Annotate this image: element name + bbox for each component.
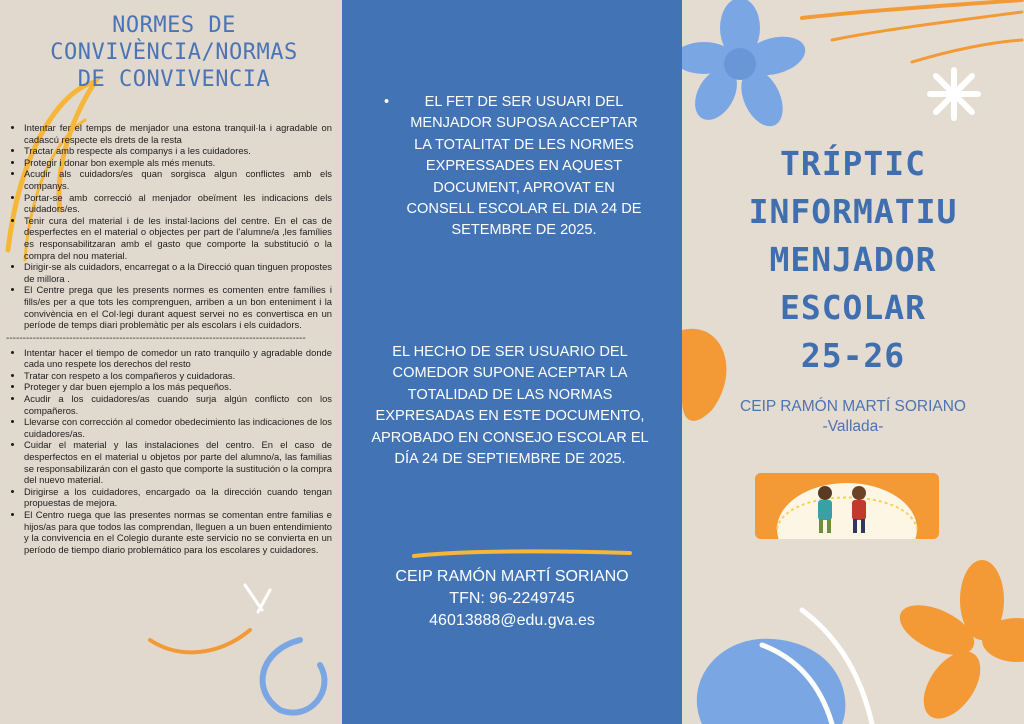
rule-item: • Dirigir-se als cuidadors, encarregat o a la Direcció quan tinguen propostes de millora . [24,261,332,284]
norms-title-line: CONVIVÈNCIA/NORMAS [50,40,298,65]
rule-item: • Dirigirse a los cuidadores, encargado oa la dirección cuando tengan propuestas de mejora. [24,486,332,509]
contact-phone: TFN: 96-2249745 [449,590,575,607]
main-title-line: INFORMATIU [748,192,958,231]
left-panel [0,0,342,724]
rule-item: • Tractar amb respecte als companys i a les cuidadores. [24,145,332,157]
norms-title-line: DE CONVIVENCIA [77,67,271,92]
rule-item: • Acudir a los cuidadores/as cuando surja algún conflicto con los compañeros. [24,393,332,416]
yellow-underline-decoration [412,548,632,560]
star-icon [930,70,978,118]
main-title-line: MENJADOR [769,240,937,279]
flower-icon [892,560,1024,724]
rule-item: • Intentar fer el temps de menjador una estona tranquil·la i agradable on cadascú respecte els drets de la resta [24,122,332,145]
rule-item: • El Centre prega que les presents normes es comenten entre famílies i fills/es per a que tots les comprenguen, arriben a un bon enteniment i la convivència en el Col·legi durant aquest servei no es convertisca en un període de temps diari problemàtic per als escolars i els cuidadors. [24,284,332,330]
rule-item: • Acudir als cuidadors/es quan sorgisca algun conflictes amb els companys. [24,168,332,191]
norms-title-line: NORMES DE [112,13,236,38]
rules-list-spanish [6,347,332,556]
right-panel [682,0,1024,724]
notice-valencian-text: EL FET DE SER USUARI DEL MENJADOR SUPOSA ACCEPTAR LA TOTALITAT DE LES NORMES EXPRESSADES EN AQUEST DOCUMENT, APROVAT EN CONSELL ESCOLAR EL DIA 24 DE SETEMBRE DE 2025. [406,94,642,239]
rule-item: • Cuidar el material y las instalaciones del centro. En el caso de desperfectos en el material u objetos por parte del alumno/a, las familias se responsabilizarán con el gasto que comporte la sustitución o la compra del nuevo material. [24,439,332,485]
rule-item: • Llevarse con corrección al comedor obedecimiento las indicaciones de los cuidadores/as. [24,416,332,439]
bullet-icon: • [384,94,390,110]
rule-item: • Protegir i donar bon exemple als més menuts. [24,157,332,169]
main-title-line: 25-26 [800,336,906,375]
notice-spanish: EL HECHO DE SER USUARIO DEL COMEDOR SUPONE ACEPTAR LA TOTALIDAD DE LAS NORMAS EXPRESADAS EN ESTE DOCUMENTO, APROBADO EN CONSEJO ESCOLAR EL DÍA 24 DE SEPTIEMBRE DE 2025. [371,344,649,468]
main-title [712,140,994,380]
norms-title [18,12,330,93]
contact-school: CEIP RAMÓN MARTÍ SORIANO [395,568,629,585]
flower-icon [682,0,810,133]
school-name: CEIP RAMÓN MARTÍ SORIANO [740,398,966,415]
notice-valencian [384,92,644,242]
children-illustration [755,473,939,539]
rule-item: • Tratar con respeto a los compañeros y cuidadoras. [24,370,332,382]
rules-list-container [6,122,332,555]
school-town: -Vallada- [822,418,884,435]
rule-item: • Intentar hacer el tiempo de comedor un rato tranquilo y agradable donde cada uno respete los derechos del resto [24,347,332,370]
section-separator: ------------------------------------------------------------------------------------------ [6,332,306,344]
rule-item: • Tenir cura del material i de les instal·lacions del centre. En el cas de desperfectes en el material o objectes per part de l’alumne/a ,les famílies es responsabilitzaran amb el gasto que comporte la substitució o la compra del nou material. [24,215,332,261]
main-title-line: TRÍPTIC [779,144,927,183]
rules-list-valencian [6,122,332,331]
middle-panel [342,0,682,724]
school-logo [755,473,939,539]
contact-email[interactable]: 46013888@edu.gva.es [429,612,595,629]
school-info [702,397,1004,437]
rule-item: • El Centro ruega que las presentes normas se comentan entre familias e hijos/as para que todos las comprendan, lleguen a un buen entendimiento y la convivencia en el Colegio durante este servicio no se convierta en un período de tiempo diario problemático para los escolares y cuidadores. [24,509,332,555]
rule-item: • Portar-se amb correcció al menjador obeïment les indicacions dels cuidadors/es. [24,192,332,215]
rule-item: • Proteger y dar buen ejemplo a los más pequeños. [24,381,332,393]
main-title-line: ESCOLAR [779,288,927,327]
